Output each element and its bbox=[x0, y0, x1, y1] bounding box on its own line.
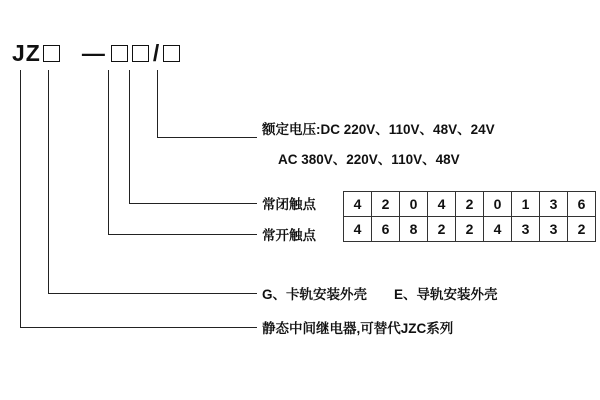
code-box-voltage bbox=[163, 45, 180, 62]
table-cell: 6 bbox=[568, 192, 596, 217]
table-cell: 0 bbox=[400, 192, 428, 217]
leader-line-voltage-vertical bbox=[157, 70, 158, 138]
leader-line-voltage-horizontal bbox=[157, 137, 257, 138]
table-row bbox=[344, 192, 596, 217]
table-row bbox=[344, 217, 596, 242]
table-cell: 2 bbox=[568, 217, 596, 242]
leader-line-nc-vertical bbox=[129, 70, 130, 204]
table-cell: 6 bbox=[372, 217, 400, 242]
leader-line-no-vertical bbox=[108, 70, 109, 235]
label-normally-open: 常开触点 bbox=[262, 228, 316, 243]
leader-line-no-horizontal bbox=[108, 234, 257, 235]
table-cell: 4 bbox=[344, 217, 372, 242]
table-cell: 3 bbox=[512, 217, 540, 242]
table-cell: 0 bbox=[484, 192, 512, 217]
label-normally-closed: 常闭触点 bbox=[262, 197, 316, 212]
model-code bbox=[12, 38, 182, 68]
table-cell: 4 bbox=[344, 192, 372, 217]
table-cell: 4 bbox=[484, 217, 512, 242]
table-cell: 4 bbox=[428, 192, 456, 217]
code-box-series bbox=[43, 45, 60, 62]
table-cell: 3 bbox=[540, 217, 568, 242]
label-product-family: 静态中间继电器,可替代JZC系列 bbox=[262, 321, 454, 336]
table-cell: 2 bbox=[456, 217, 484, 242]
table-cell: 2 bbox=[372, 192, 400, 217]
table-cell: 8 bbox=[400, 217, 428, 242]
table-cell: 1 bbox=[512, 192, 540, 217]
code-box-normally-open bbox=[111, 45, 128, 62]
code-slash: / bbox=[152, 39, 160, 66]
label-shell-type: G、卡轨安装外壳 E、导轨安装外壳 bbox=[262, 287, 498, 302]
code-dash: — bbox=[81, 39, 105, 66]
table-cell: 3 bbox=[540, 192, 568, 217]
label-rated-voltage-dc: 额定电压:DC 220V、110V、48V、24V bbox=[262, 122, 495, 137]
table-cell: 2 bbox=[428, 217, 456, 242]
leader-line-nc-horizontal bbox=[129, 203, 257, 204]
contacts-table-body bbox=[344, 192, 596, 242]
contacts-table bbox=[343, 191, 596, 242]
code-letter-z: Z bbox=[25, 39, 41, 66]
label-rated-voltage-ac: AC 380V、220V、110V、48V bbox=[278, 152, 460, 167]
leader-line-product-horizontal bbox=[20, 327, 257, 328]
code-box-normally-closed bbox=[132, 45, 149, 62]
leader-line-shell-vertical bbox=[48, 70, 49, 294]
leader-line-shell-horizontal bbox=[48, 293, 257, 294]
leader-line-product-vertical bbox=[20, 70, 21, 328]
code-letter-j: J bbox=[12, 39, 26, 66]
table-cell: 2 bbox=[456, 192, 484, 217]
